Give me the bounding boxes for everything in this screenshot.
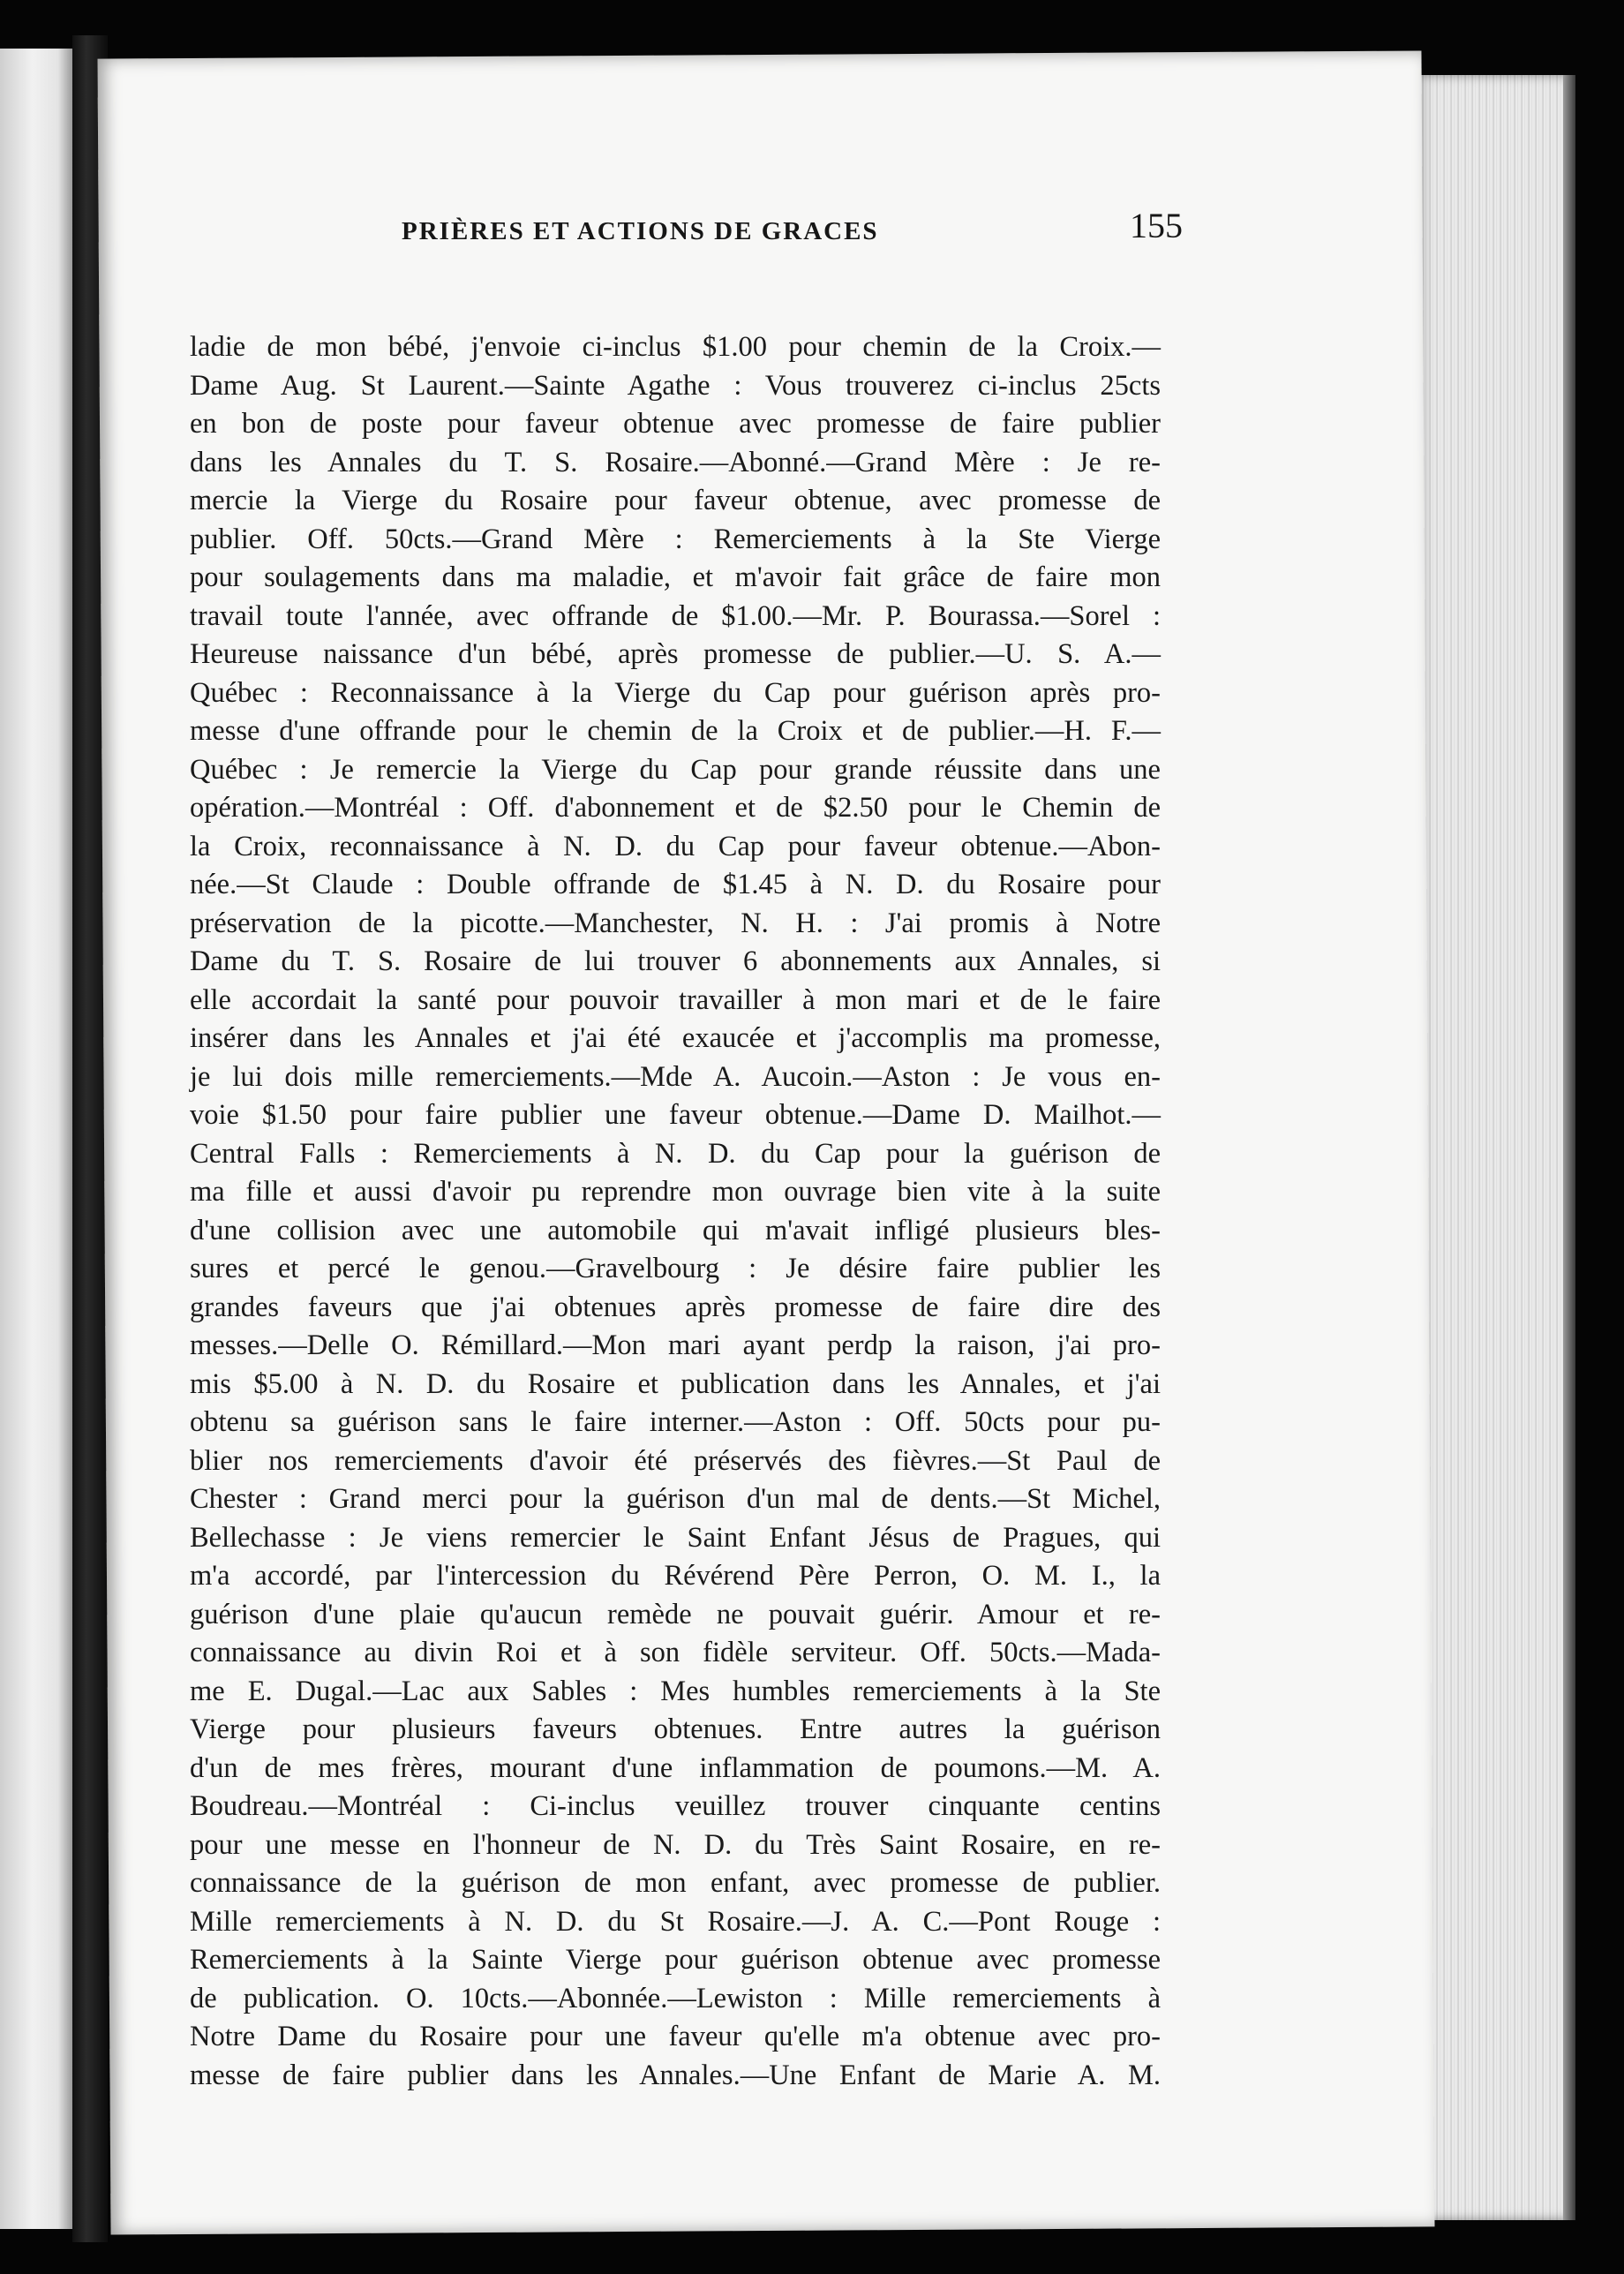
text-line: dans les Annales du T. S. Rosaire.—Abonné.—Grand Mère : Je re- — [190, 446, 1161, 478]
text-line: d'un de mes frères, mourant d'une inflammation de poumons.—M. A. — [190, 1751, 1161, 1784]
text-line: me E. Dugal.—Lac aux Sables : Mes humbles remerciements à la Ste — [190, 1675, 1161, 1707]
body-text — [190, 328, 1161, 2095]
text-line: de publication. O. 10cts.—Abonnée.—Lewiston : Mille remerciements à — [190, 1982, 1161, 2014]
text-line: pour soulagements dans ma maladie, et m'avoir fait grâce de faire mon — [190, 561, 1161, 593]
text-line: opération.—Montréal : Off. d'abonnement et de $2.50 pour le Chemin de — [190, 792, 1161, 824]
text-line: sures et percé le genou.—Gravelbourg : Je désire faire publier les — [190, 1253, 1161, 1284]
text-line: Notre Dame du Rosaire pour une faveur qu'elle m'a obtenue avec pro- — [190, 2021, 1161, 2052]
text-line: Dame du T. S. Rosaire de lui trouver 6 abonnements aux Annales, si — [190, 945, 1161, 977]
text-line: Remerciements à la Sainte Vierge pour guérison obtenue avec promesse — [190, 1944, 1161, 1976]
text-line: la Croix, reconnaissance à N. D. du Cap pour faveur obtenue.—Abon- — [190, 830, 1161, 862]
text-line: publier. Off. 50cts.—Grand Mère : Remerciements à la Ste Vierge — [190, 523, 1161, 555]
text-line: ma fille et aussi d'avoir pu reprendre mon ouvrage bien vite à la suite — [190, 1176, 1161, 1208]
text-line: elle accordait la santé pour pouvoir travailler à mon mari et de le faire — [190, 983, 1161, 1016]
text-line: en bon de poste pour faveur obtenue avec promesse de faire publier — [190, 408, 1161, 440]
text-line: Dame Aug. St Laurent.—Sainte Agathe : Vous trouverez ci-inclus 25cts — [190, 369, 1161, 402]
text-line: d'une collision avec une automobile qui m'avait infligé plusieurs bles- — [190, 1214, 1161, 1246]
text-line: Vierge pour plusieurs faveurs obtenues. Entre autres la guérison — [190, 1713, 1161, 1745]
text-line: Québec : Reconnaissance à la Vierge du Cap pour guérison après pro- — [190, 676, 1161, 709]
text-line: messe d'une offrande pour le chemin de la Croix et de publier.—H. F.— — [190, 715, 1161, 747]
text-line: je lui dois mille remerciements.—Mde A. Aucoin.—Aston : Je vous en- — [190, 1060, 1161, 1093]
page-number: 155 — [1130, 206, 1183, 245]
page-header — [265, 205, 1183, 258]
text-line: mercie la Vierge du Rosaire pour faveur obtenue, avec promesse de — [190, 485, 1161, 516]
text-line: grandes faveurs que j'ai obtenues après promesse de faire dire des — [190, 1291, 1161, 1323]
text-line: préservation de la picotte.—Manchester, N. H. : J'ai promis à Notre — [190, 907, 1161, 939]
text-line: ladie de mon bébé, j'envoie ci-inclus $1.00 pour chemin de la Croix.— — [190, 331, 1161, 363]
text-line: née.—St Claude : Double offrande de $1.45 à N. D. du Rosaire pour — [190, 869, 1161, 900]
text-line: voie $1.50 pour faire publier une faveur obtenue.—Dame D. Mailhot.— — [190, 1099, 1161, 1131]
text-line: guérison d'une plaie qu'aucun remède ne pouvait guérir. Amour et re- — [190, 1598, 1161, 1630]
text-line: mis $5.00 à N. D. du Rosaire et publication dans les Annales, et j'ai — [190, 1367, 1161, 1400]
running-head: PRIÈRES ET ACTIONS DE GRACES — [402, 217, 879, 245]
text-line: insérer dans les Annales et j'ai été exaucée et j'accomplis ma promesse, — [190, 1022, 1161, 1054]
text-line: Central Falls : Remerciements à N. D. du Cap pour la guérison de — [190, 1137, 1161, 1170]
page-block-edges — [1412, 75, 1575, 2220]
text-line: messe de faire publier dans les Annales.—Une Enfant de Marie A. M. — [190, 2059, 1161, 2091]
text-line: Boudreau.—Montréal : Ci-inclus veuillez trouver cinquante centins — [190, 1790, 1161, 1822]
text-line: obtenu sa guérison sans le faire interner.—Aston : Off. 50cts pour pu- — [190, 1406, 1161, 1438]
text-line: messes.—Delle O. Rémillard.—Mon mari ayant perdp la raison, j'ai pro- — [190, 1329, 1161, 1361]
previous-page-edge — [0, 49, 72, 2229]
text-line: Heureuse naissance d'un bébé, après promesse de publier.—U. S. A.— — [190, 638, 1161, 670]
text-line: Bellechasse : Je viens remercier le Saint Enfant Jésus de Pragues, qui — [190, 1521, 1161, 1554]
text-line: connaissance au divin Roi et à son fidèle serviteur. Off. 50cts.—Mada- — [190, 1637, 1161, 1668]
text-line: travail toute l'année, avec offrande de $1.00.—Mr. P. Bourassa.—Sorel : — [190, 599, 1161, 632]
text-line: Québec : Je remercie la Vierge du Cap pour grande réussite dans une — [190, 753, 1161, 786]
text-line: pour une messe en l'honneur de N. D. du Très Saint Rosaire, en re- — [190, 1828, 1161, 1861]
text-line: blier nos remerciements d'avoir été préservés des fièvres.—St Paul de — [190, 1444, 1161, 1477]
text-line: Chester : Grand merci pour la guérison d'un mal de dents.—St Michel, — [190, 1483, 1161, 1515]
text-line: connaissance de la guérison de mon enfant, avec promesse de publier. — [190, 1867, 1161, 1899]
text-line: m'a accordé, par l'intercession du Révérend Père Perron, O. M. I., la — [190, 1560, 1161, 1592]
text-line: Mille remerciements à N. D. du St Rosaire.—J. A. C.—Pont Rouge : — [190, 1905, 1161, 1938]
